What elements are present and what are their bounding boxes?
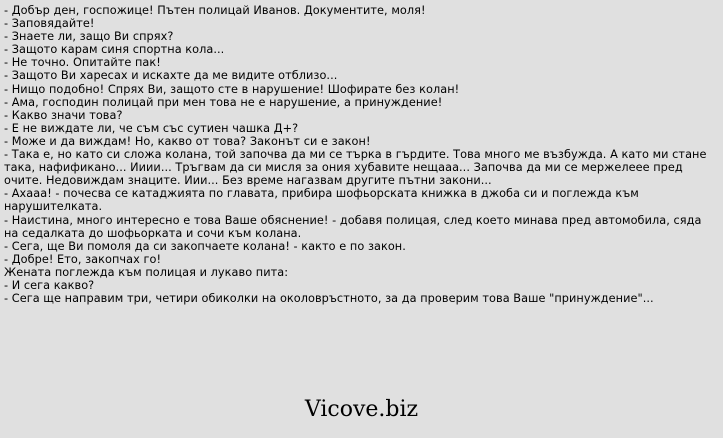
- dialogue-line-2: - Заповядайте!: [4, 17, 95, 31]
- dialogue-line-4: - Защото карам синя спортна кола...: [4, 43, 225, 57]
- dialogue-line-14: - Наистина, много интересно е това Ваше обяснение! - добавя полицая, след което минава пред автомобила, сяда на седалката до шофьорката и сочи към колана.: [4, 213, 702, 240]
- dialogue-line-12: - Така е, но като си сложа колана, той започва да ми се търка в гърдите. Това много ме възбужда. А като ми стане така, нафификано... Ииии... Тръгвам да си мисля за ония хубавите нещааа... Започва да ми се мержелеее пред очите. Недовиждам знаците. Иии... Без време нагазвам другите пътни закони...: [4, 148, 707, 188]
- dialogue-line-13: - Ахааа! - почесва се катаджията по главата, прибира шофьорската книжка в джоба си и поглежда към нарушителката.: [4, 187, 639, 214]
- dialogue-line-5: - Не точно. Опитайте пак!: [4, 56, 161, 70]
- dialogue-line-15: - Сега, ще Ви помоля да си закопчаете колана! - както е по закон.: [4, 239, 406, 253]
- dialogue-line-18: - И сега какво?: [4, 278, 95, 292]
- dialogue-line-11: - Може и да виждам! Но, какво от това? Законът си е закон!: [4, 134, 371, 148]
- dialogue-line-9: - Какво значи това?: [4, 108, 123, 122]
- dialogue-line-8: - Ама, господин полицай при мен това не е нарушение, а принуждение!: [4, 95, 443, 109]
- site-watermark: Vicove.biz: [304, 397, 419, 422]
- dialogue-line-3: - Знаете ли, защо Ви спрях?: [4, 30, 174, 44]
- dialogue-line-1: - Добър ден, госпожице! Пътен полицай Иванов. Документите, моля!: [4, 4, 426, 17]
- dialogue-line-7: - Нищо подобно! Спрях Ви, защото сте в нарушение! Шофирате без колан!: [4, 82, 460, 96]
- dialogue-line-10: - Е не виждате ли, че съм със сутиен чашка Д+?: [4, 121, 299, 135]
- dialogue-line-16: - Добре! Ето, закопчах го!: [4, 252, 162, 266]
- joke-text: [4, 4, 716, 305]
- narration-line: Жената поглежда към полицая и лукаво пита:: [4, 265, 289, 279]
- punchline: - Сега ще направим три, четири обиколки на околовръстното, за да проверим това Ваше "принуждение"...: [4, 292, 654, 306]
- dialogue-line-6: - Защото Ви харесах и искахте да ме видите отблизо...: [4, 69, 338, 83]
